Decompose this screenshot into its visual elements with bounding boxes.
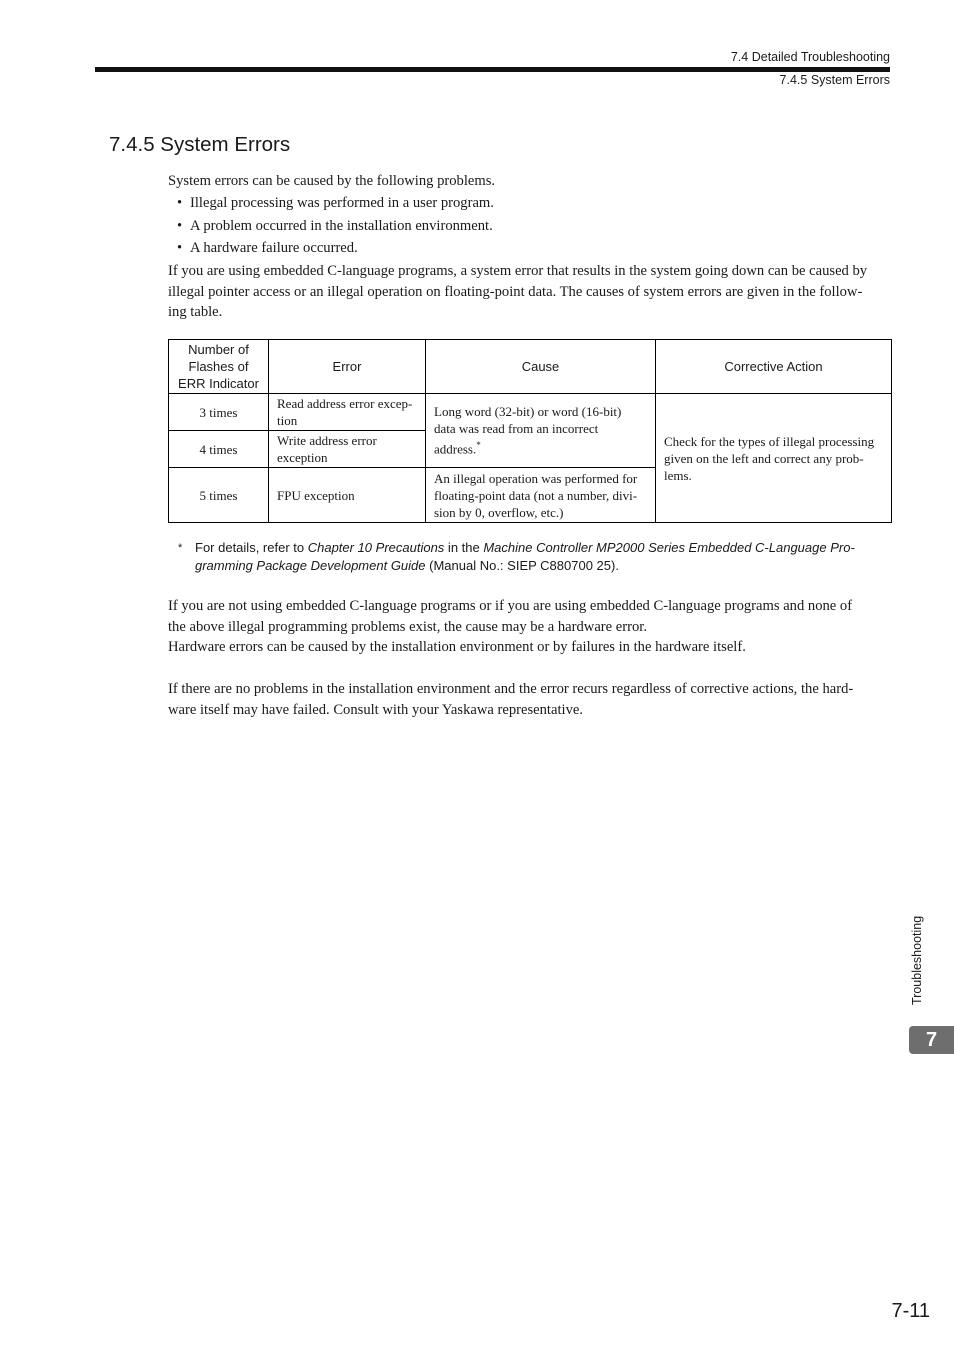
- cause-cell: An illegal operation was performed for floating-point data (not a number, divi- sion by 0, overflow, etc.): [426, 468, 656, 523]
- system-errors-table: [168, 339, 892, 523]
- table-header-row: [169, 340, 892, 394]
- paragraph-line: the above illegal programming problems exist, the cause may be a hardware error.: [168, 618, 647, 635]
- page-number: 7-11: [891, 1300, 930, 1322]
- paragraph-line: ing table.: [168, 304, 223, 321]
- header-flashes: Number of Flashes of ERR Indicator: [169, 340, 269, 394]
- corrective-action-cell: Check for the types of illegal processing given on the left and correct any prob- lems.: [656, 394, 892, 523]
- table-row: [169, 394, 892, 431]
- error-cell: FPU exception: [269, 468, 426, 523]
- footnote-mark: *: [178, 542, 183, 554]
- cause-cell: Long word (32-bit) or word (16-bit) data was read from an incorrect address.*: [426, 394, 656, 468]
- bullet-item: • Illegal processing was performed in a user program.: [177, 195, 494, 211]
- header-corrective-action: Corrective Action: [656, 340, 892, 394]
- bullet-text: A hardware failure occurred.: [190, 240, 358, 256]
- paragraph-line: Hardware errors can be caused by the installation environment or by failures in the hardware itself.: [168, 639, 746, 656]
- paragraph-hardware: [168, 596, 892, 658]
- header-rule: [95, 67, 890, 72]
- bullet-item: • A hardware failure occurred.: [177, 240, 358, 256]
- paragraph-consult: [168, 679, 892, 720]
- bullet-text: Illegal processing was performed in a user program.: [190, 195, 494, 211]
- header-cause: Cause: [426, 340, 656, 394]
- error-cell: Write address error exception: [269, 431, 426, 468]
- bullet-text: A problem occurred in the installation environment.: [190, 218, 493, 234]
- paragraph-c-language: [168, 261, 892, 323]
- paragraph-line: If you are not using embedded C-language programs or if you are using embedded C-language programs and none of: [168, 598, 853, 614]
- header-section: 7.4 Detailed Troubleshooting: [730, 50, 890, 64]
- chapter-tab: 7: [909, 1026, 954, 1054]
- paragraph-line: ware itself may have failed. Consult with your Yaskawa representative.: [168, 701, 583, 718]
- flashes-cell: 3 times: [169, 394, 269, 431]
- paragraph-line: If you are using embedded C-language programs, a system error that results in the system going down can be caused by: [168, 263, 868, 279]
- chapter-side-label: Troubleshooting: [910, 915, 924, 1005]
- intro-text: System errors can be caused by the following problems.: [168, 173, 496, 189]
- bullet-item: • A problem occurred in the installation environment.: [177, 218, 493, 234]
- footnote-ref: *: [476, 440, 481, 451]
- header-subsection: 7.4.5 System Errors: [779, 73, 890, 87]
- paragraph-line: If there are no problems in the installation environment and the error recurs regardless of corrective actions, the hard-: [168, 681, 854, 697]
- header-error: Error: [269, 340, 426, 394]
- flashes-cell: 5 times: [169, 468, 269, 523]
- section-title: 7.4.5 System Errors: [109, 133, 291, 156]
- paragraph-line: illegal pointer access or an illegal operation on floating-point data. The causes of system errors are given in the follow-: [168, 283, 863, 300]
- flashes-cell: 4 times: [169, 431, 269, 468]
- error-cell: Read address error excep- tion: [269, 394, 426, 431]
